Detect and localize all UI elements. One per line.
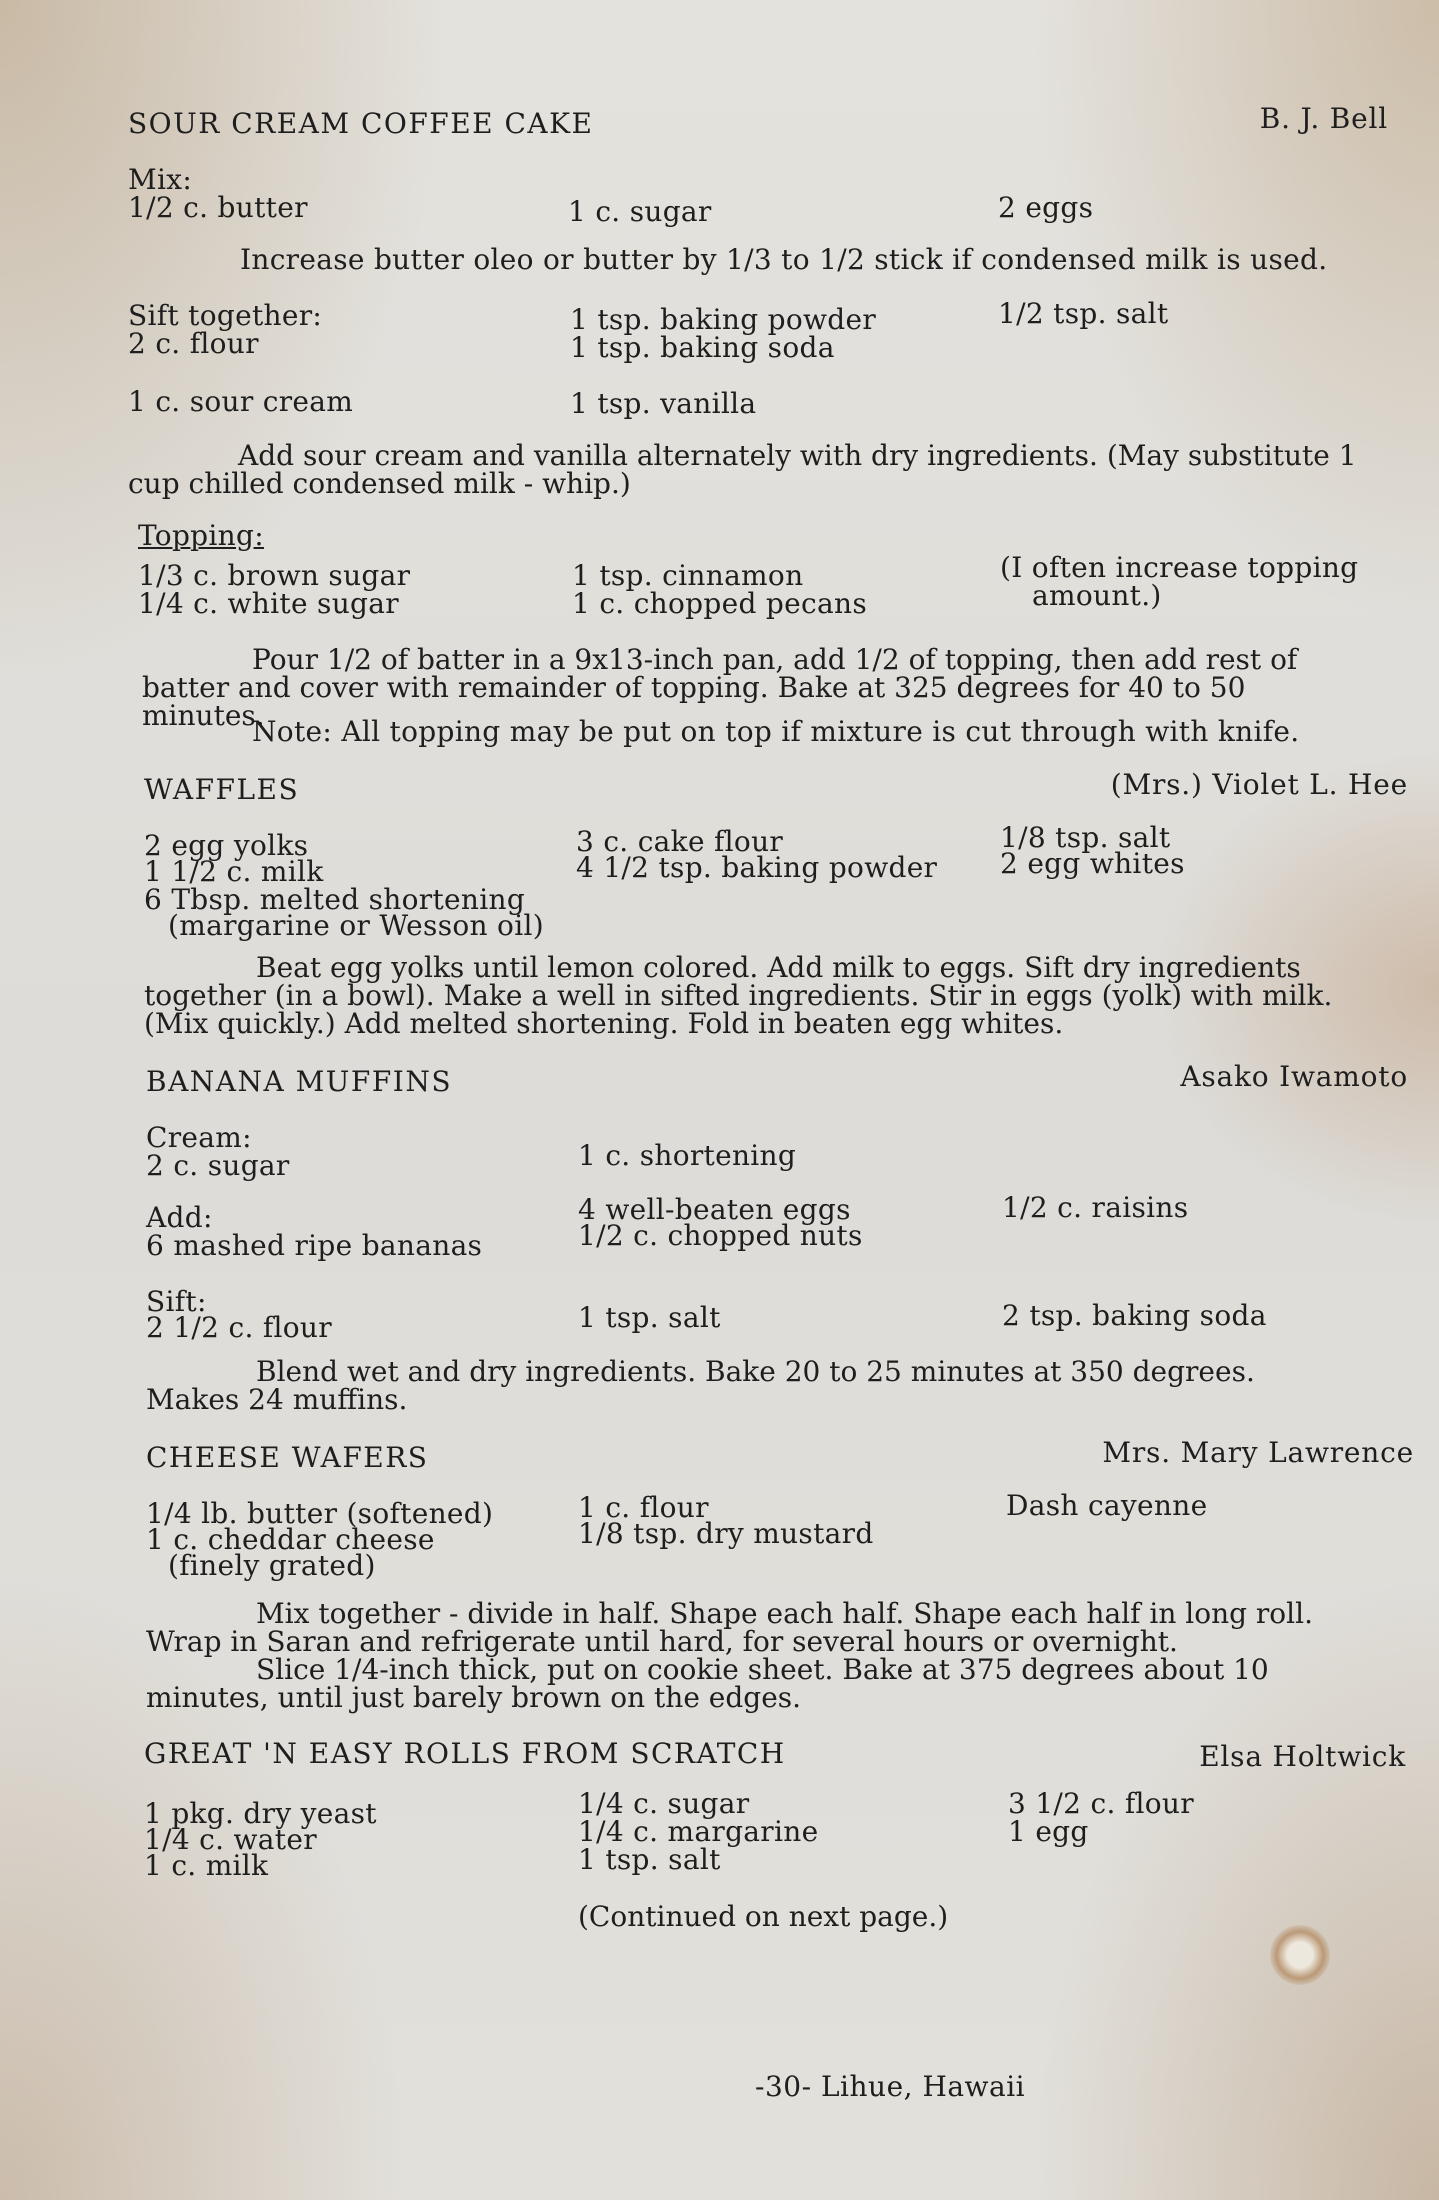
- ingredient: 1 tsp. salt: [578, 1843, 721, 1876]
- recipe-title: WAFFLES: [144, 773, 300, 806]
- ingredient: 1 c. sugar: [568, 195, 712, 228]
- ingredient: 2 egg whites: [1000, 847, 1185, 880]
- ingredient: (margarine or Wesson oil): [168, 909, 544, 942]
- ingredient: 6 mashed ripe bananas: [146, 1229, 483, 1262]
- recipe-note: Note: All topping may be put on top if mixture is cut through with knife.: [252, 715, 1300, 748]
- recipe-title: BANANA MUFFINS: [146, 1065, 453, 1098]
- ingredient: Dash cayenne: [1006, 1489, 1208, 1522]
- recipe-note: Increase butter oleo or butter by 1/3 to 1/2 stick if condensed milk is used.: [240, 243, 1328, 276]
- ingredient: 1/2 c. raisins: [1002, 1191, 1189, 1224]
- ingredient: 1/4 c. white sugar: [138, 587, 399, 620]
- recipe-author: Asako Iwamoto: [1180, 1060, 1408, 1093]
- ingredient: 1 1/2 c. milk: [144, 855, 324, 888]
- ingredient: 1/8 tsp. dry mustard: [578, 1517, 874, 1550]
- ingredient: 1 tsp. baking powder: [570, 303, 877, 336]
- ingredient: 1 pkg. dry yeast: [144, 1797, 377, 1830]
- ingredient: 2 c. flour: [128, 327, 259, 360]
- sift-label: Sift together:: [128, 299, 323, 332]
- recipe-title: GREAT 'N EASY ROLLS FROM SCRATCH: [144, 1737, 786, 1770]
- recipe-instructions: Blend wet and dry ingredients. Bake 20 to 25 minutes at 350 degrees. Makes 24 muffins.: [146, 1355, 1255, 1416]
- recipe-instructions: Add sour cream and vanilla alternately with dry ingredients. (May substitute 1 cup chilled condensed milk - whip.): [128, 439, 1357, 500]
- add-label: Add:: [146, 1201, 213, 1234]
- ingredient: 1/2 c. chopped nuts: [578, 1219, 863, 1252]
- ingredient: 1 c. sour cream: [128, 385, 354, 418]
- recipe-author: (Mrs.) Violet L. Hee: [1110, 768, 1408, 801]
- mix-label: Mix:: [128, 163, 193, 196]
- topping-note: amount.): [1032, 579, 1162, 612]
- ingredient: 1 tsp. salt: [578, 1301, 721, 1334]
- ingredient: 1 egg: [1008, 1815, 1089, 1848]
- ingredient: 2 tsp. baking soda: [1002, 1299, 1267, 1332]
- ingredient: 1/4 c. margarine: [578, 1815, 819, 1848]
- ingredient: 1/4 lb. butter (softened): [146, 1497, 494, 1530]
- ingredient: 6 Tbsp. melted shortening: [144, 883, 526, 916]
- topping-note: (I often increase topping: [1000, 551, 1359, 584]
- ingredient: 1 c. flour: [578, 1491, 709, 1524]
- paper-stain: [1270, 1925, 1330, 1985]
- sift-label: Sift:: [146, 1285, 207, 1318]
- ingredient: (finely grated): [168, 1549, 376, 1582]
- page-footer: -30- Lihue, Hawaii: [755, 2070, 1026, 2103]
- ingredient: 1 c. chopped pecans: [572, 587, 867, 620]
- cream-label: Cream:: [146, 1121, 252, 1154]
- recipe-author: B. J. Bell: [1259, 102, 1388, 135]
- ingredient: 3 1/2 c. flour: [1008, 1787, 1194, 1820]
- topping-label: Topping:: [138, 519, 264, 552]
- recipe-instructions: Mix together - divide in half. Shape each half. Shape each half in long roll. Wrap in Saran and refrigerate until hard, for several hours or overnight.: [146, 1597, 1313, 1658]
- ingredient: 2 c. sugar: [146, 1149, 290, 1182]
- recipe-title: CHEESE WAFERS: [146, 1441, 429, 1474]
- ingredient: 1/2 tsp. salt: [998, 297, 1169, 330]
- ingredient: 1 c. milk: [144, 1849, 269, 1882]
- ingredient: 2 egg yolks: [144, 829, 309, 862]
- recipe-author: Mrs. Mary Lawrence: [1102, 1436, 1414, 1469]
- ingredient: 1 tsp. baking soda: [570, 331, 835, 364]
- continued-note: (Continued on next page.): [578, 1900, 949, 1933]
- ingredient: 2 eggs: [998, 191, 1094, 224]
- ingredient: 1/8 tsp. salt: [1000, 821, 1171, 854]
- ingredient: 1/4 c. water: [144, 1823, 317, 1856]
- ingredient: 1 tsp. cinnamon: [572, 559, 804, 592]
- recipe-title: SOUR CREAM COFFEE CAKE: [128, 107, 594, 140]
- ingredient: 4 well-beaten eggs: [578, 1193, 851, 1226]
- ingredient: 1 c. shortening: [578, 1139, 797, 1172]
- ingredient: 3 c. cake flour: [576, 825, 784, 858]
- recipe-instructions: Pour 1/2 of batter in a 9x13-inch pan, add 1/2 of topping, then add rest of batter and cover with remainder of topping. Bake at 325 degrees for 40 to 50 minutes.: [142, 643, 1298, 732]
- ingredient: 4 1/2 tsp. baking powder: [576, 851, 938, 884]
- recipe-author: Elsa Holtwick: [1199, 1740, 1406, 1773]
- recipe-instructions: Beat egg yolks until lemon colored. Add milk to eggs. Sift dry ingredients together (in a bowl). Make a well in sifted ingredients. Stir in eggs (yolk) with milk. (Mix quickly.) Add melted shortening. Fold in beaten egg whites.: [144, 951, 1333, 1040]
- ingredient: 1 tsp. vanilla: [570, 387, 757, 420]
- ingredient: 1/4 c. sugar: [578, 1787, 750, 1820]
- ingredient: 2 1/2 c. flour: [146, 1311, 332, 1344]
- ingredient: 1/2 c. butter: [128, 191, 308, 224]
- ingredient: 1/3 c. brown sugar: [138, 559, 411, 592]
- ingredient: 1 c. cheddar cheese: [146, 1523, 435, 1556]
- recipe-instructions: Slice 1/4-inch thick, put on cookie sheet. Bake at 375 degrees about 10 minutes, until just barely brown on the edges.: [146, 1653, 1269, 1714]
